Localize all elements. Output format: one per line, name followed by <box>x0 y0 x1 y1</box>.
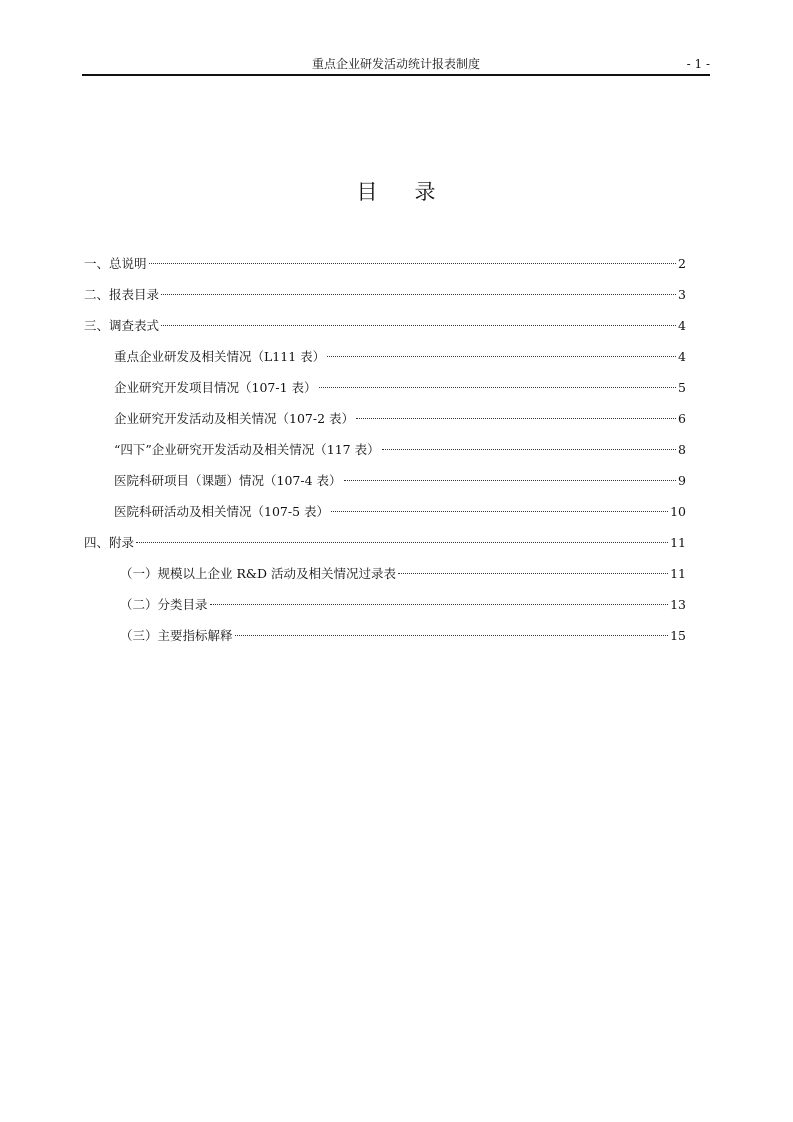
dot-leader <box>149 263 677 264</box>
toc-entry-page: 8 <box>678 442 686 457</box>
dot-leader <box>319 387 677 388</box>
toc-entry-page: 5 <box>678 380 686 395</box>
dot-leader <box>398 573 668 574</box>
toc-entry-appendix[interactable] <box>84 533 686 564</box>
toc-entry-label: （二）分类目录 <box>120 597 208 612</box>
toc-title-char: 目 <box>356 180 379 204</box>
toc-entry-107-5[interactable] <box>84 502 686 533</box>
toc-entry-107-2[interactable] <box>84 409 686 440</box>
toc-entry-label: “四下”企业研究开发活动及相关情况（117 表） <box>114 442 380 457</box>
toc-entry-label: （三）主要指标解释 <box>120 628 233 643</box>
header-page-number: - 1 - <box>686 57 710 71</box>
toc-list <box>84 254 686 657</box>
toc-entry-l111[interactable] <box>84 347 686 378</box>
toc-entry-page: 11 <box>670 535 686 550</box>
toc-entry-label: 企业研究开发项目情况（107-1 表） <box>114 380 317 395</box>
header-title: 重点企业研发活动统计报表制度 <box>311 57 480 71</box>
toc-entry-general-notes[interactable] <box>84 254 686 285</box>
toc-entry-page: 15 <box>670 628 686 643</box>
dot-leader <box>235 635 669 636</box>
toc-title <box>0 178 793 206</box>
toc-entry-appendix-3[interactable] <box>84 626 686 657</box>
toc-entry-page: 10 <box>670 504 686 519</box>
toc-entry-label: 企业研究开发活动及相关情况（107-2 表） <box>114 411 355 426</box>
toc-entry-label: 三、调查表式 <box>84 318 160 333</box>
toc-entry-page: 9 <box>678 473 686 488</box>
toc-entry-117[interactable] <box>84 440 686 471</box>
toc-entry-page: 4 <box>678 318 686 333</box>
dot-leader <box>161 325 676 326</box>
dot-leader <box>327 356 676 357</box>
toc-entry-survey-forms[interactable] <box>84 316 686 347</box>
dot-leader <box>161 294 676 295</box>
toc-entry-appendix-2[interactable] <box>84 595 686 626</box>
toc-entry-label: （一）规模以上企业 R&D 活动及相关情况过录表 <box>120 566 397 581</box>
toc-entry-appendix-1[interactable] <box>84 564 686 595</box>
toc-entry-page: 4 <box>678 349 686 364</box>
toc-entry-page: 13 <box>670 597 686 612</box>
toc-entry-label: 重点企业研发及相关情况（L111 表） <box>114 349 326 364</box>
toc-entry-page: 3 <box>678 287 686 302</box>
page-header <box>82 56 710 76</box>
toc-entry-label: 二、报表目录 <box>84 287 160 302</box>
dot-leader <box>382 449 676 450</box>
dot-leader <box>210 604 669 605</box>
toc-entry-label: 医院科研项目（课题）情况（107-4 表） <box>114 473 342 488</box>
toc-entry-label: 医院科研活动及相关情况（107-5 表） <box>114 504 330 519</box>
dot-leader <box>356 418 676 419</box>
toc-entry-label: 四、附录 <box>84 535 135 550</box>
toc-entry-report-catalog[interactable] <box>84 285 686 316</box>
toc-entry-label: 一、总说明 <box>84 256 147 271</box>
dot-leader <box>331 511 668 512</box>
toc-entry-page: 11 <box>670 566 686 581</box>
dot-leader <box>344 480 677 481</box>
dot-leader <box>136 542 668 543</box>
toc-entry-107-1[interactable] <box>84 378 686 409</box>
toc-entry-page: 2 <box>678 256 686 271</box>
toc-entry-page: 6 <box>678 411 686 426</box>
toc-title-char: 录 <box>414 180 437 204</box>
toc-entry-107-4[interactable] <box>84 471 686 502</box>
